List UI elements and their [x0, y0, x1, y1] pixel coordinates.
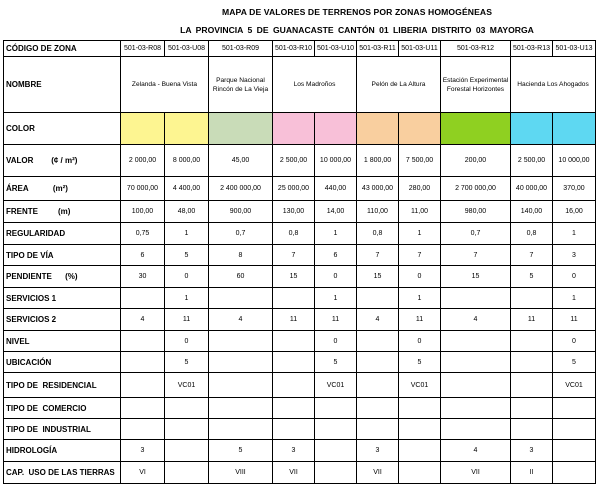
map-title: MAPA DE VALORES DE TERRENOS POR ZONAS HOMOGÉNEAS: [221, 7, 493, 17]
cell-frente: 48,00: [165, 201, 209, 223]
zone-code: 501-03-U08: [165, 41, 209, 57]
cell-tipo-via: 3: [553, 245, 596, 266]
cell-frente: 11,00: [399, 201, 441, 223]
cell-industrial: [399, 419, 441, 440]
cell-cap-uso: VII: [273, 462, 315, 484]
cell-cap-uso: [399, 462, 441, 484]
cell-comercio: [165, 398, 209, 419]
row-regularidad: [4, 223, 596, 245]
cell-nivel: [121, 331, 165, 352]
cell-pendiente: 15: [273, 266, 315, 288]
cell-pendiente: 60: [209, 266, 273, 288]
row-comercio: [4, 398, 596, 419]
cell-valor: 10 000,00: [553, 145, 596, 177]
cell-ubicacion: [273, 352, 315, 373]
cell-valor: 200,00: [441, 145, 511, 177]
row-label-codigo: CÓDIGO DE ZONA: [4, 41, 121, 57]
cell-nivel: [511, 331, 553, 352]
zone-name: Zelanda - Buena Vista: [121, 57, 209, 113]
cell-regularidad: 0,75: [121, 223, 165, 245]
cell-nivel: 0: [399, 331, 441, 352]
cell-pendiente: 0: [399, 266, 441, 288]
cell-servicios2: 11: [399, 309, 441, 331]
row-area: [4, 177, 596, 201]
cell-regularidad: 1: [315, 223, 357, 245]
cell-frente: 130,00: [273, 201, 315, 223]
zone-name: Estación Experimental Forestal Horizontes: [441, 57, 511, 113]
cell-regularidad: 1: [553, 223, 596, 245]
cell-area: 2 400 000,00: [209, 177, 273, 201]
row-label-pendiente: PENDIENTE (%): [4, 266, 121, 288]
cell-pendiente: 0: [165, 266, 209, 288]
cell-servicios1: 1: [553, 288, 596, 309]
cell-hidrologia: 3: [357, 440, 399, 462]
cell-pendiente: 30: [121, 266, 165, 288]
cell-ubicacion: 5: [399, 352, 441, 373]
cell-comercio: [121, 398, 165, 419]
cell-servicios2: 11: [273, 309, 315, 331]
cell-servicios2: 4: [441, 309, 511, 331]
zone-color-swatch: [209, 113, 273, 145]
row-label-hidrologia: HIDROLOGÍA: [4, 440, 121, 462]
cell-valor: 2 000,00: [121, 145, 165, 177]
cell-pendiente: 0: [315, 266, 357, 288]
row-label-residencial: TIPO DE RESIDENCIAL: [4, 373, 121, 398]
zone-color-swatch: [165, 113, 209, 145]
zone-code: 501-03-R12: [441, 41, 511, 57]
cell-frente: 900,00: [209, 201, 273, 223]
cell-servicios1: 1: [165, 288, 209, 309]
cell-frente: 140,00: [511, 201, 553, 223]
cell-pendiente: 15: [357, 266, 399, 288]
cell-hidrologia: 3: [273, 440, 315, 462]
cell-cap-uso: VIII: [209, 462, 273, 484]
cell-area: 40 000,00: [511, 177, 553, 201]
zone-color-swatch: [441, 113, 511, 145]
zone-color-swatch: [553, 113, 596, 145]
cell-residencial: [357, 373, 399, 398]
cell-nivel: 0: [553, 331, 596, 352]
cell-tipo-via: 7: [357, 245, 399, 266]
cell-tipo-via: 7: [273, 245, 315, 266]
cell-cap-uso: VII: [441, 462, 511, 484]
cell-ubicacion: 5: [315, 352, 357, 373]
zone-color-swatch: [511, 113, 553, 145]
cell-tipo-via: 6: [315, 245, 357, 266]
cell-ubicacion: 5: [553, 352, 596, 373]
cell-valor: 8 000,00: [165, 145, 209, 177]
cell-hidrologia: 4: [441, 440, 511, 462]
cell-valor: 2 500,00: [511, 145, 553, 177]
row-label-valor: VALOR (¢ / m²): [4, 145, 121, 177]
row-label-nivel: NIVEL: [4, 331, 121, 352]
row-label-tipo-via: TIPO DE VÍA: [4, 245, 121, 266]
cell-industrial: [315, 419, 357, 440]
cell-area: 280,00: [399, 177, 441, 201]
cell-area: 4 400,00: [165, 177, 209, 201]
cell-comercio: [511, 398, 553, 419]
row-label-color: COLOR: [4, 113, 121, 145]
cell-hidrologia: [553, 440, 596, 462]
zone-color-swatch: [357, 113, 399, 145]
cell-servicios2: 4: [357, 309, 399, 331]
cell-servicios1: [441, 288, 511, 309]
row-frente: [4, 201, 596, 223]
cell-servicios1: [121, 288, 165, 309]
cell-comercio: [441, 398, 511, 419]
zone-name: Parque Nacional Rincón de La Vieja: [209, 57, 273, 113]
cell-servicios1: 1: [399, 288, 441, 309]
cell-residencial: VC01: [553, 373, 596, 398]
row-cap-uso: [4, 462, 596, 484]
cell-industrial: [357, 419, 399, 440]
cell-ubicacion: [441, 352, 511, 373]
cell-tipo-via: 6: [121, 245, 165, 266]
cell-comercio: [553, 398, 596, 419]
zone-color-swatch: [121, 113, 165, 145]
zone-code: 501-03-U13: [553, 41, 596, 57]
cell-servicios2: 11: [315, 309, 357, 331]
cell-frente: 100,00: [121, 201, 165, 223]
cell-regularidad: 0,7: [441, 223, 511, 245]
cell-residencial: [441, 373, 511, 398]
cell-area: 70 000,00: [121, 177, 165, 201]
cell-ubicacion: 5: [165, 352, 209, 373]
cell-nivel: [209, 331, 273, 352]
cell-area: 25 000,00: [273, 177, 315, 201]
zone-color-swatch: [273, 113, 315, 145]
cell-hidrologia: [399, 440, 441, 462]
cell-pendiente: 15: [441, 266, 511, 288]
cell-industrial: [121, 419, 165, 440]
row-label-industrial: TIPO DE INDUSTRIAL: [4, 419, 121, 440]
cell-valor: 2 500,00: [273, 145, 315, 177]
row-label-servicios1: SERVICIOS 1: [4, 288, 121, 309]
row-label-frente: FRENTE (m): [4, 201, 121, 223]
cell-cap-uso: VI: [121, 462, 165, 484]
zone-name: Hacienda Los Ahogados: [511, 57, 596, 113]
cell-servicios2: 11: [553, 309, 596, 331]
cell-hidrologia: 5: [209, 440, 273, 462]
cell-valor: 10 000,00: [315, 145, 357, 177]
row-hidrologia: [4, 440, 596, 462]
cell-area: 2 700 000,00: [441, 177, 511, 201]
cell-frente: 110,00: [357, 201, 399, 223]
row-nombre: [4, 57, 596, 113]
row-label-servicios2: SERVICIOS 2: [4, 309, 121, 331]
cell-hidrologia: [165, 440, 209, 462]
cell-tipo-via: 7: [399, 245, 441, 266]
cell-regularidad: 0,7: [209, 223, 273, 245]
cell-nivel: [441, 331, 511, 352]
cell-industrial: [511, 419, 553, 440]
cell-tipo-via: 7: [511, 245, 553, 266]
row-nivel: [4, 331, 596, 352]
cell-hidrologia: 3: [511, 440, 553, 462]
cell-regularidad: 0,8: [273, 223, 315, 245]
cell-tipo-via: 7: [441, 245, 511, 266]
cell-servicios2: 4: [209, 309, 273, 331]
cell-comercio: [357, 398, 399, 419]
cell-hidrologia: 3: [121, 440, 165, 462]
cell-area: 370,00: [553, 177, 596, 201]
cell-cap-uso: VII: [357, 462, 399, 484]
row-codigo: [4, 41, 596, 57]
cell-residencial: [511, 373, 553, 398]
cell-cap-uso: II: [511, 462, 553, 484]
cell-servicios2: 11: [165, 309, 209, 331]
zone-code: 501-03-R11: [357, 41, 399, 57]
cell-frente: 16,00: [553, 201, 596, 223]
cell-frente: 14,00: [315, 201, 357, 223]
zone-code: 501-03-R09: [209, 41, 273, 57]
cell-valor: 45,00: [209, 145, 273, 177]
zone-code: 501-03-R08: [121, 41, 165, 57]
cell-cap-uso: [315, 462, 357, 484]
cell-residencial: VC01: [165, 373, 209, 398]
row-label-ubicacion: UBICACIÓN: [4, 352, 121, 373]
row-label-area: ÁREA (m²): [4, 177, 121, 201]
cell-industrial: [273, 419, 315, 440]
cell-servicios2: 4: [121, 309, 165, 331]
row-ubicacion: [4, 352, 596, 373]
zone-name: Pelón de La Altura: [357, 57, 441, 113]
cell-nivel: [273, 331, 315, 352]
row-valor: [4, 145, 596, 177]
cell-nivel: 0: [165, 331, 209, 352]
cell-comercio: [315, 398, 357, 419]
cell-ubicacion: [209, 352, 273, 373]
cell-industrial: [209, 419, 273, 440]
cell-frente: 980,00: [441, 201, 511, 223]
cell-industrial: [441, 419, 511, 440]
row-tipo-via: [4, 245, 596, 266]
cell-comercio: [273, 398, 315, 419]
cell-ubicacion: [357, 352, 399, 373]
cell-pendiente: 5: [511, 266, 553, 288]
cell-residencial: [121, 373, 165, 398]
zones-table: [3, 40, 596, 484]
zone-code: 501-03-U10: [315, 41, 357, 57]
cell-residencial: VC01: [399, 373, 441, 398]
cell-regularidad: 1: [165, 223, 209, 245]
cell-industrial: [165, 419, 209, 440]
cell-pendiente: 0: [553, 266, 596, 288]
cell-area: 440,00: [315, 177, 357, 201]
zone-code: 501-03-R10: [273, 41, 315, 57]
row-pendiente: [4, 266, 596, 288]
zone-code: 501-03-R13: [511, 41, 553, 57]
cell-regularidad: 0,8: [357, 223, 399, 245]
cell-servicios1: [273, 288, 315, 309]
cell-residencial: [273, 373, 315, 398]
row-label-comercio: TIPO DE COMERCIO: [4, 398, 121, 419]
cell-servicios1: 1: [315, 288, 357, 309]
cell-valor: 7 500,00: [399, 145, 441, 177]
title-block: [120, 4, 594, 42]
cell-servicios1: [209, 288, 273, 309]
cell-tipo-via: 5: [165, 245, 209, 266]
cell-comercio: [399, 398, 441, 419]
zone-color-swatch: [315, 113, 357, 145]
cell-servicios2: 11: [511, 309, 553, 331]
row-industrial: [4, 419, 596, 440]
cell-nivel: [357, 331, 399, 352]
cell-regularidad: 1: [399, 223, 441, 245]
cell-tipo-via: 8: [209, 245, 273, 266]
cell-residencial: [209, 373, 273, 398]
zone-code: 501-03-U11: [399, 41, 441, 57]
cell-ubicacion: [121, 352, 165, 373]
row-residencial: [4, 373, 596, 398]
cell-servicios1: [357, 288, 399, 309]
cell-residencial: VC01: [315, 373, 357, 398]
location-subtitle: LA PROVINCIA 5 DE GUANACASTE CANTÓN 01 LIBERIA DISTRITO 03 MAYORGA: [180, 25, 534, 35]
zone-name: Los Madroños: [273, 57, 357, 113]
cell-area: 43 000,00: [357, 177, 399, 201]
cell-cap-uso: [553, 462, 596, 484]
cell-servicios1: [511, 288, 553, 309]
cell-hidrologia: [315, 440, 357, 462]
row-label-regularidad: REGULARIDAD: [4, 223, 121, 245]
cell-regularidad: 0,8: [511, 223, 553, 245]
cell-cap-uso: [165, 462, 209, 484]
cell-comercio: [209, 398, 273, 419]
row-servicios1: [4, 288, 596, 309]
row-label-cap-uso: CAP. USO DE LAS TIERRAS: [4, 462, 121, 484]
zone-color-swatch: [399, 113, 441, 145]
cell-nivel: 0: [315, 331, 357, 352]
row-label-nombre: NOMBRE: [4, 57, 121, 113]
row-servicios2: [4, 309, 596, 331]
row-color: [4, 113, 596, 145]
cell-industrial: [553, 419, 596, 440]
cell-ubicacion: [511, 352, 553, 373]
cell-valor: 1 800,00: [357, 145, 399, 177]
